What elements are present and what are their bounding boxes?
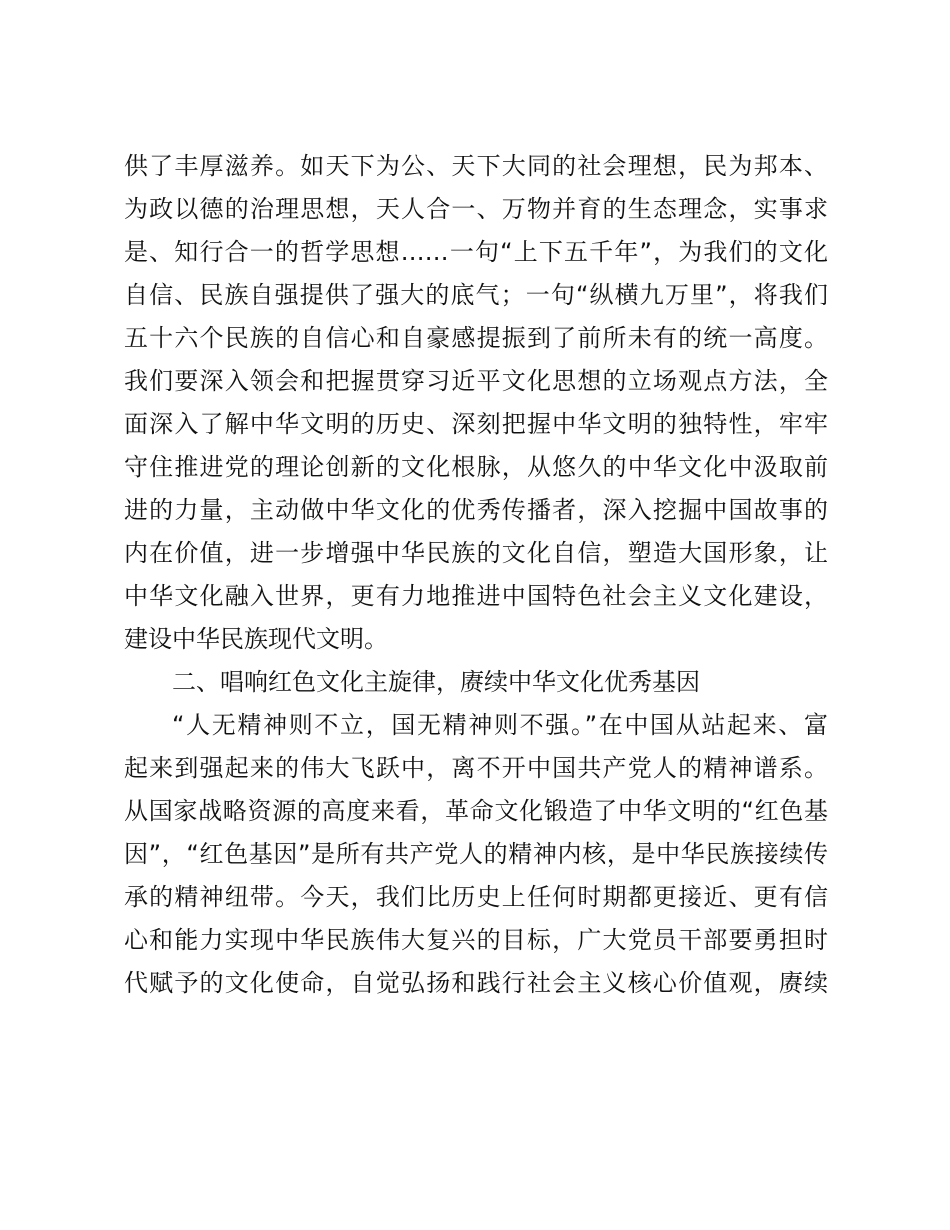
text-line: 为政以德的治理思想，天人合一、万物并育的生态理念，实事求 xyxy=(124,195,828,223)
text-line: 自信、民族自强提供了强大的底气；一句“纵横九万里”，将我们 xyxy=(124,281,828,309)
text-line: 心和能力实现中华民族伟大复兴的目标，广大党员干部要勇担时 xyxy=(124,926,828,954)
text-line: 内在价值，进一步增强中华民族的文化自信，塑造大国形象，让 xyxy=(124,539,828,567)
text-line: 代赋予的文化使命，自觉弘扬和践行社会主义核心价值观，赓续 xyxy=(124,969,828,997)
text-line: 建设中华民族现代文明。 xyxy=(124,625,388,653)
body-text xyxy=(124,145,828,1005)
text-line: 进的力量，主动做中华文化的优秀传播者，深入挖掘中国故事的 xyxy=(124,496,828,524)
text-line: 因”，“红色基因”是所有共产党人的精神内核，是中华民族接续传 xyxy=(124,840,828,868)
text-line: 中华文化融入世界，更有力地推进中国特色社会主义文化建设， xyxy=(124,582,828,610)
text-line: 起来到强起来的伟大飞跃中，离不开中国共产党人的精神谱系。 xyxy=(124,754,828,782)
text-line: 我们要深入领会和把握贯穿习近平文化思想的立场观点方法，全 xyxy=(124,367,828,395)
section-heading: 二、唱响红色文化主旋律，赓续中华文化优秀基因 xyxy=(172,668,700,696)
text-line: 从国家战略资源的高度来看，革命文化锻造了中华文明的“红色基 xyxy=(124,797,828,825)
text-line: 供了丰厚滋养。如天下为公、天下大同的社会理想，民为邦本、 xyxy=(124,152,828,180)
text-line: 承的精神纽带。今天，我们比历史上任何时期都更接近、更有信 xyxy=(124,883,828,911)
text-line: “人无精神则不立，国无精神则不强。”在中国从站起来、富 xyxy=(172,711,828,739)
text-line: 守住推进党的理论创新的文化根脉，从悠久的中华文化中汲取前 xyxy=(124,453,828,481)
text-line: 是、知行合一的哲学思想……一句“上下五千年”，为我们的文化 xyxy=(124,238,828,266)
text-line: 面深入了解中华文明的历史、深刻把握中华文明的独特性，牢牢 xyxy=(124,410,828,438)
text-line: 五十六个民族的自信心和自豪感提振到了前所未有的统一高度。 xyxy=(124,324,828,352)
